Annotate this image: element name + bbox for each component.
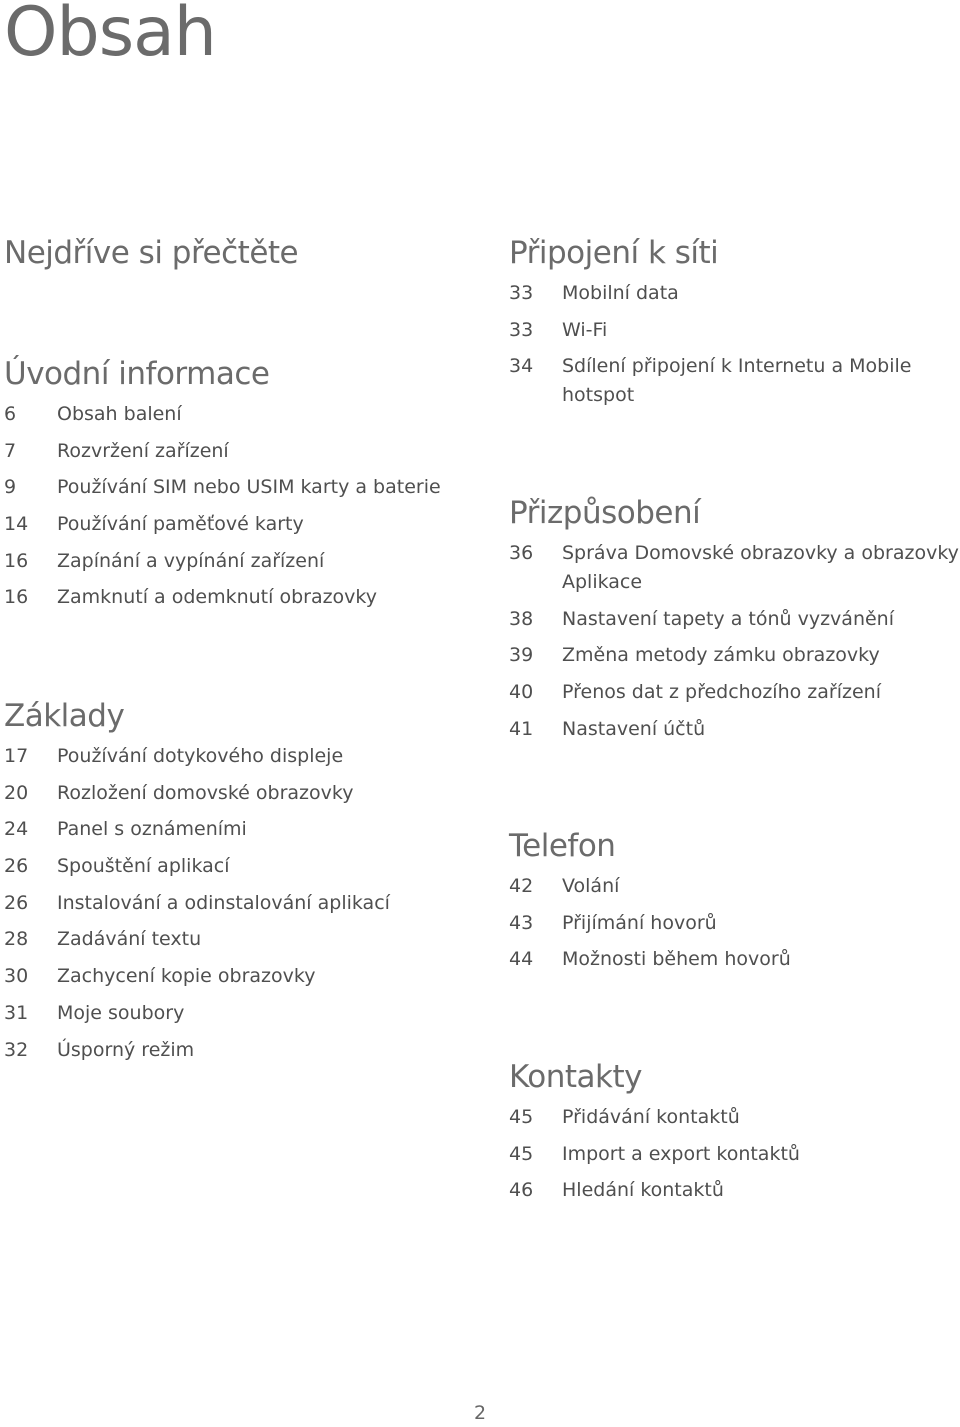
toc-entry-title: Obsah balení bbox=[57, 403, 182, 425]
toc-page-number: 26 bbox=[4, 891, 29, 914]
toc-page-number: 45 bbox=[509, 1106, 534, 1128]
toc-page-number: 16 bbox=[4, 549, 29, 572]
toc-entry-title: Používání dotykového displeje bbox=[57, 745, 344, 767]
toc-entry[interactable] bbox=[4, 925, 464, 954]
toc-entry[interactable] bbox=[509, 715, 960, 744]
toc-list bbox=[4, 400, 464, 612]
toc-page-number: 40 bbox=[509, 681, 534, 704]
section-heading[interactable]: Nejdříve si přečtěte bbox=[4, 235, 299, 271]
toc-page-number: 44 bbox=[509, 948, 534, 971]
toc-entry-title: Import a export kontaktů bbox=[562, 1142, 800, 1165]
toc-entry-title: Používání SIM nebo USIM karty a baterie bbox=[57, 476, 441, 499]
toc-page-number: 6 bbox=[4, 403, 17, 425]
toc-page-number: 30 bbox=[4, 965, 29, 988]
toc-entry-title: Zadávání textu bbox=[57, 928, 202, 951]
toc-page-number: 9 bbox=[4, 476, 17, 499]
toc-entry-title: Změna metody zámku obrazovky bbox=[562, 644, 880, 667]
toc-page-number: 32 bbox=[4, 1038, 29, 1061]
toc-list bbox=[509, 279, 949, 410]
section-heading[interactable]: Základy bbox=[4, 698, 125, 734]
toc-entry[interactable] bbox=[509, 909, 949, 938]
toc-entry[interactable] bbox=[4, 400, 464, 429]
toc-entry-title: Přenos dat z předchozího zařízení bbox=[562, 681, 881, 704]
toc-entry-title: Spouštění aplikací bbox=[57, 855, 230, 878]
toc-page-number: 38 bbox=[509, 607, 534, 630]
section-heading[interactable]: Úvodní informace bbox=[4, 356, 270, 392]
toc-entry[interactable] bbox=[4, 547, 464, 576]
toc-entry-title: Wi-Fi bbox=[562, 318, 608, 341]
toc-entry-title: Rozvržení zařízení bbox=[57, 439, 229, 462]
toc-entry-title: Panel s oznámeními bbox=[57, 818, 247, 841]
toc-entry[interactable] bbox=[4, 779, 464, 808]
toc-page-number: 20 bbox=[4, 781, 29, 804]
toc-entry[interactable] bbox=[509, 605, 960, 634]
toc-page-number: 28 bbox=[4, 928, 29, 951]
toc-entry-title: Hledání kontaktů bbox=[562, 1179, 724, 1202]
toc-entry-title: Používání paměťové karty bbox=[57, 513, 304, 536]
toc-entry-title: Volání bbox=[562, 875, 620, 897]
toc-page-number: 33 bbox=[509, 318, 534, 341]
toc-section-zaklady bbox=[4, 696, 464, 1072]
toc-entry-title: Zamknutí a odemknutí obrazovky bbox=[57, 586, 377, 609]
toc-entry[interactable] bbox=[4, 962, 464, 991]
toc-entry[interactable] bbox=[509, 1103, 949, 1132]
toc-entry[interactable] bbox=[4, 437, 464, 466]
toc-entry[interactable] bbox=[509, 316, 949, 345]
toc-entry-title: Zachycení kopie obrazovky bbox=[57, 965, 316, 988]
toc-section-prizpusobeni bbox=[509, 493, 960, 751]
page-title: Obsah bbox=[4, 0, 216, 72]
toc-entry[interactable] bbox=[509, 279, 949, 308]
toc-page-number: 39 bbox=[509, 644, 534, 667]
toc-page-number: 46 bbox=[509, 1179, 534, 1202]
section-heading[interactable]: Kontakty bbox=[509, 1059, 643, 1095]
toc-section-nejdrive bbox=[4, 233, 444, 273]
toc-entry[interactable] bbox=[509, 641, 960, 670]
toc-list bbox=[509, 1103, 949, 1205]
toc-entry[interactable] bbox=[509, 539, 960, 597]
toc-entry[interactable] bbox=[4, 815, 464, 844]
toc-entry[interactable] bbox=[509, 678, 960, 707]
toc-entry[interactable] bbox=[4, 742, 464, 771]
toc-page-number: 17 bbox=[4, 745, 29, 767]
toc-entry[interactable] bbox=[4, 583, 464, 612]
toc-entry-title: Rozložení domovské obrazovky bbox=[57, 781, 354, 804]
section-heading[interactable]: Telefon bbox=[509, 828, 616, 864]
toc-page-number: 43 bbox=[509, 911, 534, 934]
section-heading[interactable]: Přizpůsobení bbox=[509, 495, 701, 531]
page-number: 2 bbox=[473, 1402, 487, 1424]
toc-entry-title: Instalování a odinstalování aplikací bbox=[57, 891, 390, 914]
toc-entry-title: Zapínání a vypínání zařízení bbox=[57, 549, 325, 572]
toc-list bbox=[509, 539, 960, 744]
toc-entry-title: Nastavení tapety a tónů vyzvánění bbox=[562, 607, 894, 630]
toc-entry-title: Možnosti během hovorů bbox=[562, 948, 791, 971]
toc-page-number: 45 bbox=[509, 1142, 534, 1165]
toc-entry[interactable] bbox=[4, 510, 464, 539]
toc-list bbox=[509, 872, 949, 974]
toc-entry-title: Přijímání hovorů bbox=[562, 911, 717, 934]
toc-entry[interactable] bbox=[509, 352, 949, 410]
toc-page-number: 31 bbox=[4, 1001, 29, 1024]
toc-page-number: 26 bbox=[4, 855, 29, 878]
toc-page-number: 14 bbox=[4, 513, 29, 536]
section-heading[interactable]: Připojení k síti bbox=[509, 235, 719, 271]
toc-entry-title: Sdílení připojení k Internetu a Mobile hotspot bbox=[562, 355, 912, 407]
toc-page-number: 33 bbox=[509, 282, 534, 304]
toc-entry[interactable] bbox=[4, 473, 464, 502]
toc-entry[interactable] bbox=[4, 1036, 464, 1065]
toc-section-telefon bbox=[509, 826, 949, 982]
toc-entry[interactable] bbox=[509, 945, 949, 974]
toc-entry[interactable] bbox=[509, 872, 949, 901]
toc-page-number: 41 bbox=[509, 717, 534, 740]
toc-list bbox=[4, 742, 464, 1065]
toc-page-number: 36 bbox=[509, 542, 534, 564]
toc-page-number: 34 bbox=[509, 355, 534, 378]
toc-entry-title: Moje soubory bbox=[57, 1001, 185, 1024]
toc-entry-title: Úsporný režim bbox=[57, 1038, 195, 1061]
toc-entry[interactable] bbox=[4, 999, 464, 1028]
toc-page-number: 16 bbox=[4, 586, 29, 609]
toc-page-number: 7 bbox=[4, 439, 17, 462]
toc-entry-title: Nastavení účtů bbox=[562, 717, 706, 740]
toc-section-uvodni bbox=[4, 354, 464, 620]
toc-entry[interactable] bbox=[509, 1140, 949, 1169]
toc-entry-title: Mobilní data bbox=[562, 282, 679, 304]
toc-section-pripojeni bbox=[509, 233, 949, 418]
toc-section-kontakty bbox=[509, 1057, 949, 1213]
toc-page-number: 42 bbox=[509, 875, 534, 897]
toc-entry[interactable] bbox=[4, 852, 464, 881]
toc-entry-title: Správa Domovské obrazovky a obrazovky Aplikace bbox=[562, 542, 959, 593]
toc-page-number: 24 bbox=[4, 818, 29, 841]
toc-entry[interactable] bbox=[4, 889, 464, 918]
toc-entry[interactable] bbox=[509, 1176, 949, 1205]
toc-entry-title: Přidávání kontaktů bbox=[562, 1106, 740, 1128]
